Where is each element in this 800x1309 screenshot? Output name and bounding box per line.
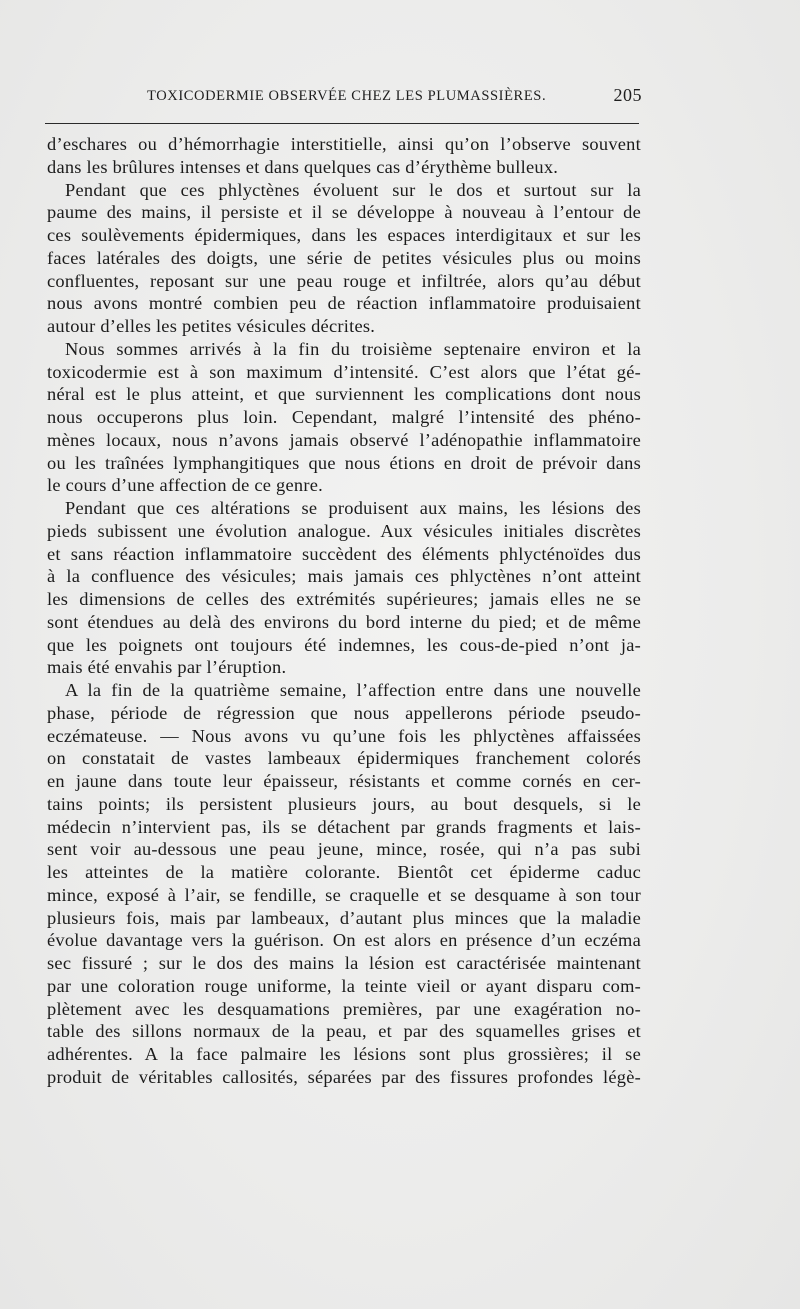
text-line: dans les brûlures intenses et dans quelques cas d’érythème bulleux. xyxy=(47,156,559,177)
text-line: tains points; ils persistent plusieurs jours, au bout desquels, si le xyxy=(47,793,641,814)
page-number: 205 xyxy=(613,85,642,105)
text-line: à la confluence des vésicules; mais jamais ces phlyctènes n’ont atteint xyxy=(47,566,641,587)
header-rule xyxy=(45,123,639,124)
text-line: toxicodermie est à son maximum d’intensité. C’est alors que l’état gé- xyxy=(47,361,641,382)
text-line: paume des mains, il persiste et il se développe à nouveau à l’entour de xyxy=(47,202,641,223)
text-line: mais été envahis par l’éruption. xyxy=(47,657,287,678)
text-line: néral est le plus atteint, et que surviennent les complications dont nous xyxy=(47,384,641,405)
text-line: on constatait de vastes lambeaux épidermiques franchement colorés xyxy=(47,748,641,769)
paragraph-first-line: Pendant que ces phlyctènes évoluent sur le dos et surtout sur la xyxy=(65,179,641,200)
text-line: sent voir au-dessous une peau jeune, mince, rosée, qui n’a pas subi xyxy=(47,839,641,860)
text-line: mince, exposé à l’air, se fendille, se craquelle et se desquame à son tour xyxy=(47,884,641,905)
text-line: plusieurs fois, mais par lambeaux, d’autant plus minces que la maladie xyxy=(47,907,641,928)
text-line: faces latérales des doigts, une série de petites vésicules plus ou moins xyxy=(47,247,641,268)
text-line: adhérentes. A la face palmaire les lésions sont plus grossières; il se xyxy=(47,1044,641,1064)
text-line: nous occuperons plus loin. Cependant, malgré l’intensité des phéno- xyxy=(47,407,641,427)
text-line: plètement avec les desquamations premières, par une exagération no- xyxy=(47,998,641,1019)
page-header xyxy=(40,85,642,112)
text-line: médecin n’intervient pas, ils se détachent par grands fragments et lais- xyxy=(47,816,641,837)
text-line: mènes locaux, nous n’avons jamais observé l’adénopathie inflammatoire xyxy=(47,429,641,450)
paragraph-first-line: Pendant que ces altérations se produisent aux mains, les lésions des xyxy=(65,498,641,518)
text-line: eczémateuse. — Nous avons vu qu’une fois les phlyctènes affaissées xyxy=(47,725,641,746)
text-line: confluentes, reposant sur une peau rouge et infiltrée, alors qu’au début xyxy=(47,270,641,291)
text-line: en jaune dans toute leur épaisseur, résistants et comme cornés en cer- xyxy=(47,771,641,791)
text-line: et sans réaction inflammatoire succèdent des éléments phlycténoïdes dus xyxy=(47,543,641,564)
text-line: phase, période de régression que nous appellerons période pseudo- xyxy=(47,702,641,723)
text-line: évolue davantage vers la guérison. On est alors en présence d’un eczéma xyxy=(47,930,641,951)
text-line: le cours d’une affection de ce genre. xyxy=(47,475,323,496)
paragraph-first-line: A la fin de la quatrième semaine, l’affection entre dans une nouvelle xyxy=(65,680,641,700)
body-text xyxy=(47,133,641,1089)
text-line: les dimensions de celles des extrémités supérieures; jamais elles ne se xyxy=(47,589,641,609)
text-line: ces soulèvements épidermiques, dans les espaces interdigitaux et sur les xyxy=(47,225,641,245)
text-line: par une coloration rouge uniforme, la teinte vieil or ayant disparu com- xyxy=(47,975,641,996)
text-line: d’eschares ou d’hémorrhagie interstitielle, ainsi qu’on l’observe souvent xyxy=(47,134,641,154)
text-line: autour d’elles les petites vésicules décrites. xyxy=(47,316,376,336)
text-line: sec fissuré ; sur le dos des mains la lésion est caractérisée maintenant xyxy=(47,953,641,973)
text-line: ou les traînées lymphangitiques que nous étions en droit de prévoir dans xyxy=(47,452,641,473)
text-line: pieds subissent une évolution analogue. Aux vésicules initiales discrètes xyxy=(47,520,641,541)
running-title: TOXICODERMIE OBSERVÉE CHEZ LES PLUMASSIÈRES. xyxy=(147,88,547,104)
text-line: que les poignets ont toujours été indemnes, les cous-de-pied n’ont ja- xyxy=(47,634,641,655)
text-line: nous avons montré combien peu de réaction inflammatoire produisaient xyxy=(47,293,641,314)
text-line: sont étendues au delà des environs du bord interne du pied; et de même xyxy=(47,611,641,632)
paragraph-first-line: Nous sommes arrivés à la fin du troisième septenaire environ et la xyxy=(65,338,641,359)
text-line: les atteintes de la matière colorante. Bientôt cet épiderme caduc xyxy=(47,862,641,882)
text-line: table des sillons normaux de la peau, et par des squamelles grises et xyxy=(47,1021,641,1042)
text-line: produit de véritables callosités, séparées par des fissures profondes légè- xyxy=(47,1066,641,1087)
